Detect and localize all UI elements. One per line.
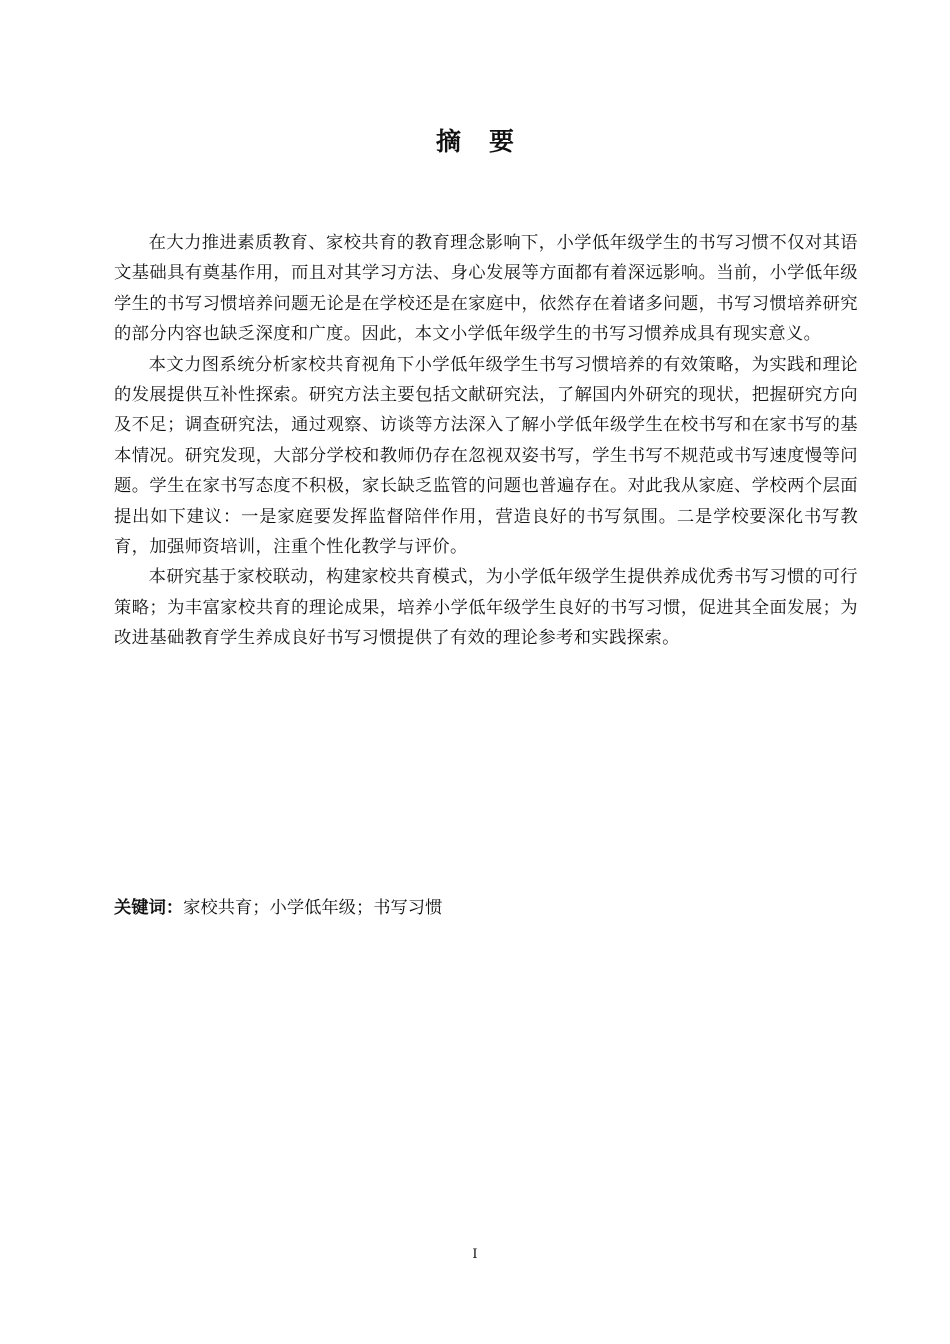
- page-number: I: [472, 1247, 478, 1262]
- keywords-line: [114, 893, 858, 923]
- keywords-text: 家校共育；小学低年级；书写习惯: [183, 898, 443, 918]
- abstract-paragraph-3: 本研究基于家校联动，构建家校共育模式，为小学低年级学生提供养成优秀书写习惯的可行策略；为丰富家校共育的理论成果，培养小学低年级学生良好的书写习惯，促进其全面发展；为改进基础教育学生养成良好书写习惯提供了有效的理论参考和实践探索。: [114, 567, 858, 649]
- abstract-title: 摘要: [435, 127, 542, 156]
- abstract-body: [114, 228, 858, 654]
- abstract-paragraph-2: 本文力图系统分析家校共育视角下小学低年级学生书写习惯培养的有效策略，为实践和理论的发展提供互补性探索。研究方法主要包括文献研究法，了解国内外研究的现状，把握研究方向及不足；调查研究法，通过观察、访谈等方法深入了解小学低年级学生在校书写和在家书写的基本情况。研究发现，大部分学校和教师仍存在忽视双姿书写，学生书写不规范或书写速度慢等问题。学生在家书写态度不积极，家长缺乏监管的问题也普遍存在。对此我从家庭、学校两个层面提出如下建议：一是家庭要发挥监督陪伴作用，营造良好的书写氛围。二是学校要深化书写教育，加强师资培训，注重个性化教学与评价。: [114, 354, 858, 558]
- keywords-label: 关键词：: [114, 898, 184, 918]
- abstract-paragraph-1: 在大力推进素质教育、家校共育的教育理念影响下，小学低年级学生的书写习惯不仅对其语文基础具有奠基作用，而且对其学习方法、身心发展等方面都有着深远影响。当前，小学低年级学生的书写习惯培养问题无论是在学校还是在家庭中，依然存在着诸多问题，书写习惯培养研究的部分内容也缺乏深度和广度。因此，本文小学低年级学生的书写习惯养成具有现实意义。: [114, 233, 858, 345]
